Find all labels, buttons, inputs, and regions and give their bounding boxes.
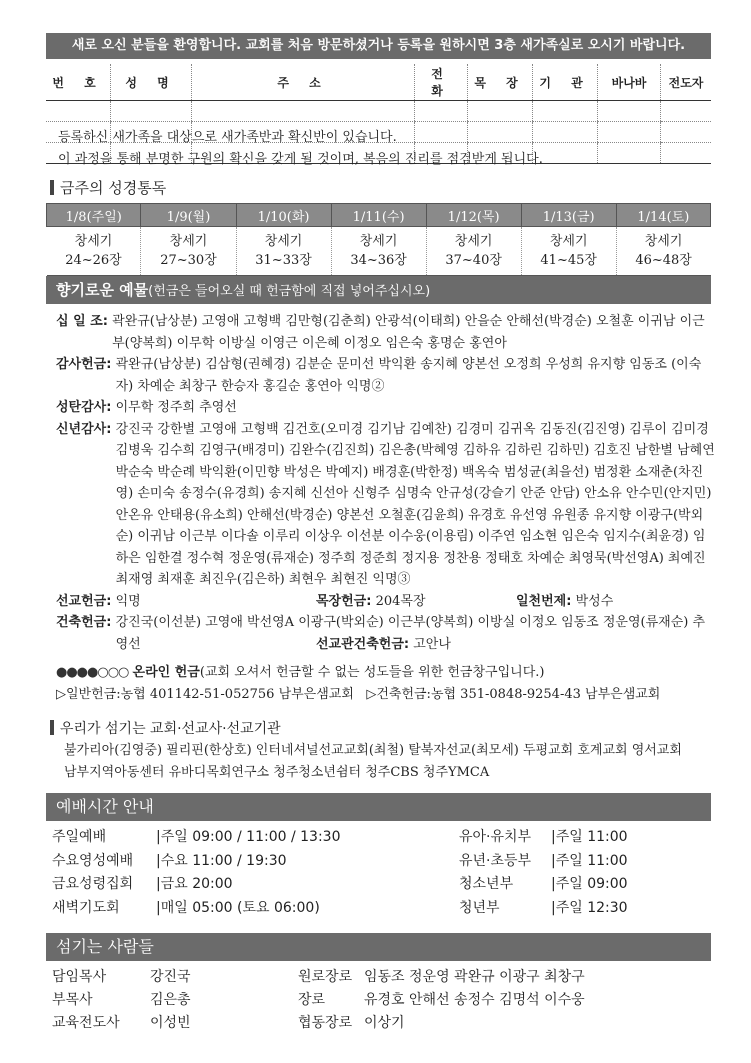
worship-row: 수요영성예배 |수요 11:00 / 19:30 (52, 852, 287, 869)
offering-subtitle: (헌금은 들어오실 때 헌금함에 직접 넣어주십시오) (148, 284, 431, 299)
bible-reading-heading (50, 177, 166, 198)
bible-date: 1/8(주일) (47, 204, 141, 227)
serve-line: 불가리아(김영중) 필리핀(한상호) 인터네셔널선교교회(최철) 탈북자선교(최모세) 두평교회 호계교회 영서교회 (64, 743, 682, 758)
col-name: 성 명 (111, 64, 192, 101)
bible-reading-cell: 창세기 41~45장 (521, 227, 616, 276)
col-barnabas: 바나바 (598, 64, 661, 101)
bible-date: 1/11(수) (331, 204, 426, 227)
people-row: 부목사 김은총 (52, 992, 191, 1008)
worship-times-right (459, 826, 628, 920)
section-marker (50, 180, 54, 195)
worship-banner: 예배시간 안내 (46, 793, 711, 821)
online-general-account: ▷일반헌금:농협 401142-51-052756 남부은샘교회 (56, 687, 354, 702)
people-right (298, 966, 585, 1035)
worship-row: 새벽기도회 |매일 05:00 (토요 06:00) (52, 899, 320, 916)
offering-list (56, 311, 716, 655)
people-row: 협동장로 이상기 (298, 1015, 405, 1031)
people-row: 원로장로 임동조 정운영 곽완규 이광구 최창구 (298, 969, 585, 985)
bible-date: 1/9(월) (141, 204, 236, 227)
bible-reading-cell: 창세기 27~30장 (141, 227, 236, 276)
newcomer-note-line: 등록하신 새가족을 대상으로 새가족반과 확신반이 있습니다. (58, 130, 397, 145)
registration-row[interactable] (46, 101, 711, 122)
offering-misc: 선교헌금: 익명 목장헌금: 204목장 일천번제: 박성수 (56, 593, 614, 609)
bible-reading-title: 금주의 성경통독 (60, 179, 167, 197)
people-row: 장로 유경호 안해선 송정수 김명석 이수웅 (298, 992, 585, 1008)
col-group: 목 장 (468, 64, 533, 101)
offering-mission-building: 선교관건축헌금: 고안나 (316, 636, 451, 652)
col-organization: 기 관 (533, 64, 598, 101)
online-desc: (교회 오셔서 헌금할 수 없는 성도들을 위한 헌금창구입니다.) (199, 665, 545, 680)
offering-newyear: 신년감사: 강진국 강한별 고영애 고형백 김건호(오미경 김기남 김예찬) 김경미 김귀옥 김동진(김진영) 김루이 김미경 김병욱 김수희 김영구(배경미) 김완수(김진희) 김은총(박혜영 김하유 김하린 김하민) 김호진 남한별 남혜연 박순숙 박순례 박익환(이민향 박성은 박예지) 배경훈(박한정) 백옥숙 범성균(최을선) 범정환 소재춘(차진영) 손미숙 송정수(유경희) 송지혜 신선아 신형주 심명숙 안규성(강슬기 안준 안담) 안소유 안수민(안지민) 안온유 안태용(유소희) 안해선(박경순) 양본선 오철훈(김윤희) 유경호 유선영 유원종 유지향 이광구(박외순) 이귀남 이근부 이다솔 이루리 이상우 이선분 이수웅(이용림) 이주연 임소현 임은숙 임지수(최윤경) 임하은 임한결 정수혁 정운영(류재순) 정주희 정준희 정지용 정찬용 정태호 차예순 최영묵(박선영A) 최예진 최재영 최재훈 최진우(김은하) 최현우 최현진 익명③ (56, 421, 715, 587)
bible-date-row (47, 204, 711, 227)
bible-reading-cell: 창세기 34~36장 (331, 227, 426, 276)
bible-reading-table (46, 203, 711, 276)
bible-reading-cell: 창세기 37~40장 (426, 227, 521, 276)
col-address: 주 소 (192, 64, 415, 101)
online-building-account: ▷건축헌금:농협 351-0848-9254-43 남부은샘교회 (366, 687, 661, 702)
offering-banner (46, 276, 711, 304)
bible-reading-cell: 창세기 31~33장 (236, 227, 331, 276)
worship-row: 주일예배 |주일 09:00 / 11:00 / 13:30 (52, 829, 341, 845)
people-left (52, 966, 191, 1035)
welcome-banner: 새로 오신 분들을 환영합니다. 교회를 처음 방문하셨거나 등록을 원하시면 3층 새가족실로 오시기 바랍니다. (46, 33, 711, 59)
worship-row: 청소년부 |주일 09:00 (459, 876, 628, 892)
serve-title: 우리가 섬기는 교회·선교사·선교기관 (60, 721, 281, 737)
offering-tithe: 십 일 조: 곽완규(남상분) 고영애 고형백 김만형(김춘희) 안광석(이태희) 안을순 안해선(박경순) 오철훈 이귀남 이근부(양복희) 이무학 이방실 이영근 이은혜 이정오 임은숙 홍명순 홍연아 (56, 314, 705, 351)
offering-thanks: 감사헌금: 곽완규(남상분) 김삼형(권혜경) 김분순 문미선 박익환 송지혜 양본선 오정희 우성희 유지향 임동조 (이숙자) 차예순 최창구 한승자 홍길순 홍연아 익명② (56, 357, 702, 394)
col-evangelist: 전도자 (661, 64, 712, 101)
section-marker (50, 720, 54, 735)
bible-reading-cell: 창세기 46~48장 (616, 227, 710, 276)
serve-heading (50, 718, 281, 738)
offering-building: 건축헌금: 강진국(이선분) 고영애 박선영A 이광구(박외순) 이근부(양복희) 이방실 이정오 임동조 정운영(류재순) 추영선 (56, 615, 706, 652)
people-banner: 섬기는 사람들 (46, 933, 711, 961)
serve-line: 남부지역아동센터 유바디목회연구소 청주청소년쉼터 청주CBS 청주YMCA (64, 765, 490, 780)
bible-date: 1/14(토) (616, 204, 710, 227)
worship-row: 금요성령집회 |금요 20:00 (52, 876, 233, 892)
worship-row: 유년·초등부 |주일 11:00 (459, 852, 628, 869)
serve-list (64, 740, 714, 784)
registration-header-row (46, 64, 711, 101)
bible-date: 1/13(금) (521, 204, 616, 227)
bible-reading-cell: 창세기 24~26장 (47, 227, 141, 276)
offering-title: 향기로운 예물 (56, 281, 149, 299)
col-number: 번 호 (46, 64, 111, 101)
bible-date: 1/12(목) (426, 204, 521, 227)
bible-date: 1/10(화) (236, 204, 331, 227)
worship-row: 유아·유치부 |주일 11:00 (459, 829, 628, 845)
dots-icon: ●●●●○○○ (56, 665, 129, 680)
online-title: 온라인 헌금 (132, 665, 200, 680)
bible-reading-row (47, 227, 711, 276)
worship-row: 청년부 |주일 12:30 (459, 899, 628, 916)
people-row: 교육전도사 이성빈 (52, 1015, 191, 1031)
col-phone: 전 화 (415, 64, 468, 101)
worship-times-left (52, 826, 341, 920)
people-row: 담임목사 강진국 (52, 969, 191, 985)
offering-christmas: 성탄감사: 이무학 정주희 추영선 (56, 400, 237, 415)
newcomer-note (58, 127, 543, 171)
online-offering (56, 662, 660, 706)
newcomer-note-line: 이 과정을 통해 분명한 구원의 확신을 갖게 될 것이며, 복음의 진리를 점검받게 됩니다. (58, 152, 543, 167)
